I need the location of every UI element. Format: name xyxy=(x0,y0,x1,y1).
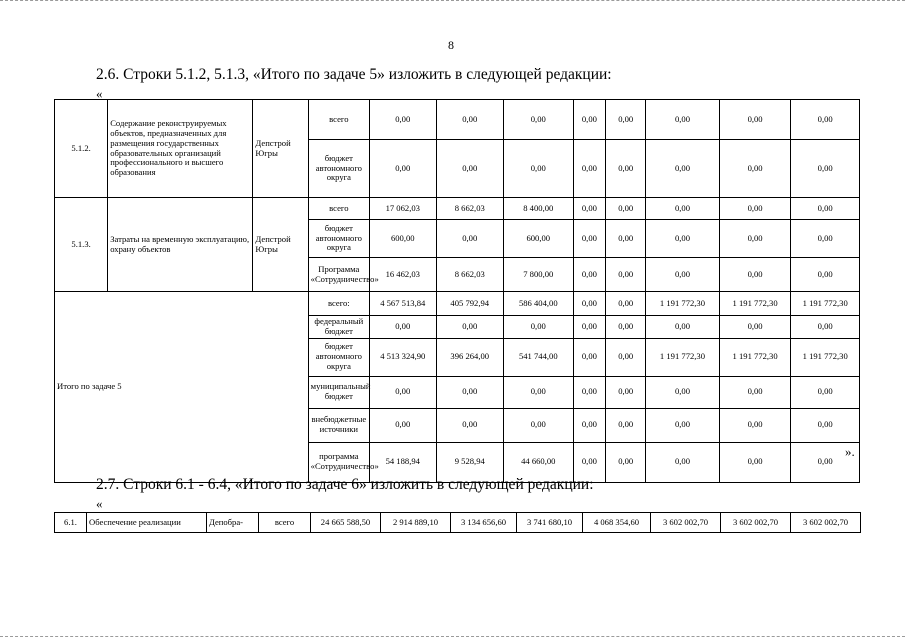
value-cell: 3 741 680,10 xyxy=(517,513,583,533)
table-row xyxy=(55,513,861,533)
value-cell: 0,00 xyxy=(606,442,646,482)
row-name: Содержание реконструируемых объектов, предназначенных для размещения государственных образовательных организаций профессионального и высшего образования xyxy=(108,100,253,198)
value-cell: 0,00 xyxy=(646,408,720,442)
funding-source: всего xyxy=(308,198,369,220)
value-cell: 0,00 xyxy=(606,258,646,292)
value-cell: 3 134 656,60 xyxy=(451,513,517,533)
budget-table-task-6 xyxy=(54,512,861,533)
section-heading-2-7: 2.7. Строки 6.1 - 6.4, «Итого по задаче 6» изложить в следующей редакции: xyxy=(96,476,594,493)
value-cell: 0,00 xyxy=(436,408,504,442)
scan-top-edge xyxy=(0,0,905,3)
value-cell: 0,00 xyxy=(606,140,646,198)
value-cell: 541 744,00 xyxy=(504,338,574,376)
value-cell: 3 602 002,70 xyxy=(651,513,721,533)
value-cell: 0,00 xyxy=(504,408,574,442)
row-source: всего xyxy=(259,513,311,533)
value-cell: 0,00 xyxy=(791,140,860,198)
page-number: 8 xyxy=(448,38,454,52)
value-cell: 0,00 xyxy=(646,220,720,258)
value-cell: 0,00 xyxy=(606,198,646,220)
row-number: 5.1.2. xyxy=(55,100,108,198)
value-cell: 0,00 xyxy=(573,198,606,220)
value-cell: 600,00 xyxy=(370,220,436,258)
value-cell: 0,00 xyxy=(791,408,860,442)
value-cell: 0,00 xyxy=(606,316,646,339)
funding-source: бюджет автономного округа xyxy=(308,220,369,258)
value-cell: 1 191 772,30 xyxy=(646,338,720,376)
value-cell: 54 188,94 xyxy=(370,442,436,482)
value-cell: 0,00 xyxy=(606,338,646,376)
value-cell: 1 191 772,30 xyxy=(791,338,860,376)
value-cell: 0,00 xyxy=(646,376,720,408)
value-cell: 0,00 xyxy=(791,258,860,292)
scan-bottom-edge xyxy=(0,636,905,639)
funding-source: всего xyxy=(308,100,369,140)
value-cell: 0,00 xyxy=(573,100,606,140)
row-executor: Депстрой Югры xyxy=(253,198,308,292)
close-quote: ». xyxy=(845,444,855,459)
value-cell: 0,00 xyxy=(646,258,720,292)
value-cell: 16 462,03 xyxy=(370,258,436,292)
funding-source: программа «Сотрудничество» xyxy=(308,442,369,482)
funding-source: Программа «Сотрудничество» xyxy=(308,258,369,292)
value-cell: 0,00 xyxy=(646,316,720,339)
value-cell: 8 662,03 xyxy=(436,198,504,220)
row-name: Затраты на временную эксплуатацию, охрану объектов xyxy=(108,198,253,292)
value-cell: 0,00 xyxy=(370,376,436,408)
value-cell: 0,00 xyxy=(719,140,791,198)
row-number: 5.1.3. xyxy=(55,198,108,292)
value-cell: 1 191 772,30 xyxy=(791,292,860,316)
value-cell: 0,00 xyxy=(646,442,720,482)
funding-source: бюджет автономного округа xyxy=(308,338,369,376)
value-cell: 17 062,03 xyxy=(370,198,436,220)
value-cell: 0,00 xyxy=(436,140,504,198)
value-cell: 0,00 xyxy=(436,316,504,339)
row-executor: Депстрой Югры xyxy=(253,100,308,198)
total-label: Итого по задаче 5 xyxy=(55,292,309,483)
row-executor: Депобра- xyxy=(207,513,259,533)
value-cell: 0,00 xyxy=(791,376,860,408)
value-cell: 0,00 xyxy=(719,220,791,258)
value-cell: 44 660,00 xyxy=(504,442,574,482)
section-heading-2-6: 2.6. Строки 5.1.2, 5.1.3, «Итого по задаче 5» изложить в следующей редакции: xyxy=(96,66,612,83)
value-cell: 4 567 513,84 xyxy=(370,292,436,316)
value-cell: 0,00 xyxy=(719,100,791,140)
value-cell: 0,00 xyxy=(646,198,720,220)
value-cell: 0,00 xyxy=(791,220,860,258)
value-cell: 0,00 xyxy=(504,316,574,339)
table-row xyxy=(55,292,860,316)
funding-source: муниципальный бюджет xyxy=(308,376,369,408)
value-cell: 8 400,00 xyxy=(504,198,574,220)
value-cell: 0,00 xyxy=(791,198,860,220)
row-name: Обеспечение реализации xyxy=(87,513,207,533)
value-cell: 0,00 xyxy=(606,100,646,140)
value-cell: 1 191 772,30 xyxy=(719,338,791,376)
value-cell: 405 792,94 xyxy=(436,292,504,316)
value-cell: 0,00 xyxy=(646,140,720,198)
value-cell: 0,00 xyxy=(719,408,791,442)
value-cell: 0,00 xyxy=(573,408,606,442)
value-cell: 8 662,03 xyxy=(436,258,504,292)
value-cell: 0,00 xyxy=(436,220,504,258)
value-cell: 3 602 002,70 xyxy=(791,513,861,533)
value-cell: 0,00 xyxy=(573,442,606,482)
value-cell: 0,00 xyxy=(436,376,504,408)
row-number: 6.1. xyxy=(55,513,87,533)
funding-source: федеральный бюджет xyxy=(308,316,369,339)
value-cell: 24 665 588,50 xyxy=(311,513,381,533)
value-cell: 0,00 xyxy=(436,100,504,140)
value-cell: 1 191 772,30 xyxy=(646,292,720,316)
value-cell: 0,00 xyxy=(504,376,574,408)
value-cell: 0,00 xyxy=(573,338,606,376)
value-cell: 0,00 xyxy=(606,408,646,442)
value-cell: 0,00 xyxy=(573,220,606,258)
value-cell: 0,00 xyxy=(606,292,646,316)
value-cell: 0,00 xyxy=(791,442,860,482)
value-cell: 3 602 002,70 xyxy=(721,513,791,533)
value-cell: 9 528,94 xyxy=(436,442,504,482)
value-cell: 0,00 xyxy=(606,376,646,408)
value-cell: 0,00 xyxy=(606,220,646,258)
value-cell: 0,00 xyxy=(719,376,791,408)
value-cell: 0,00 xyxy=(719,198,791,220)
table-row xyxy=(55,198,860,220)
value-cell: 0,00 xyxy=(719,442,791,482)
value-cell: 0,00 xyxy=(573,140,606,198)
value-cell: 0,00 xyxy=(791,100,860,140)
value-cell: 0,00 xyxy=(791,316,860,339)
value-cell: 0,00 xyxy=(370,140,436,198)
value-cell: 0,00 xyxy=(719,316,791,339)
open-quote: « xyxy=(96,86,103,101)
table-row xyxy=(55,100,860,140)
value-cell: 586 404,00 xyxy=(504,292,574,316)
funding-source: внебюджетные источники xyxy=(308,408,369,442)
funding-source: бюджет автономного округа xyxy=(308,140,369,198)
value-cell: 0,00 xyxy=(370,100,436,140)
value-cell: 0,00 xyxy=(370,316,436,339)
value-cell: 0,00 xyxy=(573,316,606,339)
open-quote-2: « xyxy=(96,496,103,511)
value-cell: 2 914 889,10 xyxy=(381,513,451,533)
value-cell: 4 068 354,60 xyxy=(583,513,651,533)
value-cell: 7 800,00 xyxy=(504,258,574,292)
value-cell: 0,00 xyxy=(573,292,606,316)
budget-table-task-5 xyxy=(54,99,860,483)
value-cell: 0,00 xyxy=(504,140,574,198)
value-cell: 0,00 xyxy=(504,100,574,140)
value-cell: 0,00 xyxy=(646,100,720,140)
value-cell: 0,00 xyxy=(370,408,436,442)
value-cell: 0,00 xyxy=(573,258,606,292)
value-cell: 0,00 xyxy=(573,376,606,408)
funding-source: всего: xyxy=(308,292,369,316)
value-cell: 4 513 324,90 xyxy=(370,338,436,376)
table-body xyxy=(55,100,860,483)
value-cell: 396 264,00 xyxy=(436,338,504,376)
value-cell: 0,00 xyxy=(719,258,791,292)
value-cell: 600,00 xyxy=(504,220,574,258)
value-cell: 1 191 772,30 xyxy=(719,292,791,316)
